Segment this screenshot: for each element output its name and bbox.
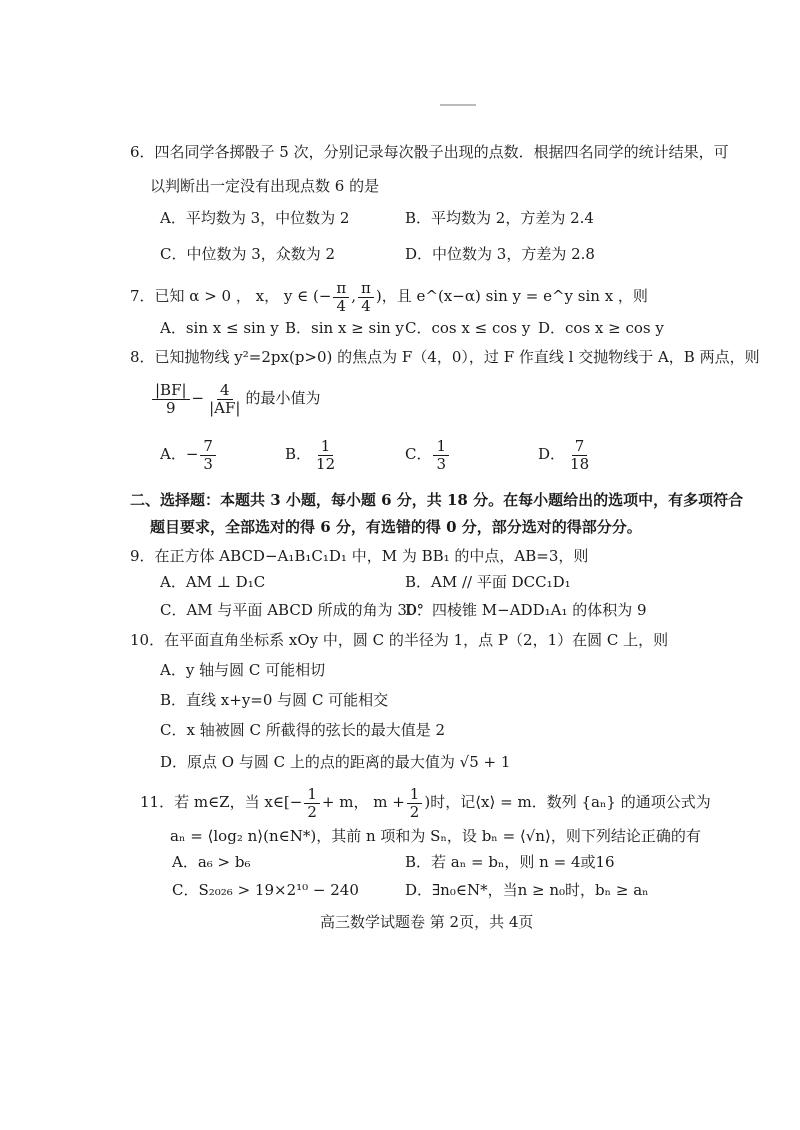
q11-option-d: D．∃n₀∈N*，当n ≥ n₀时，bₙ ≥ aₙ <box>405 881 649 899</box>
q10-option-c: C．x 轴被圆 C 所截得的弦长的最大值是 2 <box>160 721 446 739</box>
q8-option-c-frac <box>433 438 449 473</box>
q9-option-b: B．AM // 平面 DCC₁D₁ <box>405 573 571 591</box>
page-footer: 高三数学试题卷 第 2页，共 4页 <box>320 913 534 931</box>
q9-option-a: A．AM ⊥ D₁C <box>160 573 266 591</box>
q7-frac-left <box>333 280 349 315</box>
q8-frac-af <box>206 382 243 417</box>
q6-option-b: B．平均数为 2，方差为 2.4 <box>405 209 594 227</box>
q8-option-b-den: 12 <box>316 454 336 473</box>
q6-option-a: A．平均数为 3，中位数为 2 <box>160 209 350 227</box>
q7-stem-pre: 7．已知 α > 0 ， x， y ∈ (− <box>130 287 332 305</box>
q8-frac-bf <box>152 382 190 417</box>
q11-frac-left-num: 1 <box>304 786 320 804</box>
q7-option-b: B．sin x ≥ sin y <box>285 319 404 337</box>
q11-stem <box>140 784 711 821</box>
q11-option-a: A．a₆ > b₆ <box>172 853 251 871</box>
q7-frac-right <box>358 280 374 315</box>
q8-option-a-den: 3 <box>203 454 213 473</box>
q11-frac-left <box>304 786 320 821</box>
q7-option-d: D．cos x ≥ cos y <box>538 319 664 337</box>
q8-option-a-frac <box>200 438 216 473</box>
q11-stem-mid: + m， m + <box>321 793 405 811</box>
q7-comma: , <box>351 287 357 305</box>
q11-stem-post: )时，记⟨x⟩ = m．数列 {aₙ} 的通项公式为 <box>424 793 711 811</box>
q8-frac-bf-num: |BF| <box>152 382 190 400</box>
q7-stem-post: )，且 e^(x−α) sin y = e^y sin x ，则 <box>375 287 648 305</box>
q8-option-b-frac <box>313 438 338 473</box>
q7-frac-right-den: 4 <box>361 296 371 315</box>
q8-option-d <box>538 434 594 474</box>
q8-option-b-label: B． <box>285 445 312 463</box>
q8-tail: 的最小值为 <box>245 389 321 407</box>
q8-option-d-num: 7 <box>572 438 588 456</box>
scan-smudge <box>440 104 476 106</box>
q7-option-c: C．cos x ≤ cos y <box>405 319 531 337</box>
q8-minus: − <box>191 389 205 407</box>
q11-frac-right-num: 1 <box>407 786 423 804</box>
q10-option-d: D．原点 O 与圆 C 上的点的距离的最大值为 √5 + 1 <box>160 753 511 771</box>
q6-option-c: C．中位数为 3，众数为 2 <box>160 245 336 263</box>
q9-option-c: C．AM 与平面 ABCD 所成的角为 30° <box>160 601 424 619</box>
q8-option-d-frac <box>567 438 592 473</box>
section2-header-line2: 题目要求，全部选对的得 6 分，有选错的得 0 分，部分选对的得部分分。 <box>150 518 642 536</box>
q8-option-c-num: 1 <box>433 438 449 456</box>
q11-frac-right <box>407 786 423 821</box>
q8-option-b <box>285 434 340 474</box>
q8-frac-af-num: 4 <box>217 382 233 400</box>
q11-frac-right-den: 2 <box>409 802 420 821</box>
q8-stem: 8．已知抛物线 y²=2px(p>0) 的焦点为 F（4，0），过 F 作直线 l 交抛物线于 A，B 两点，则 <box>130 348 760 366</box>
q8-option-c <box>405 434 451 474</box>
q11-line2: aₙ = ⟨log₂ n⟩(n∈N*)，其前 n 项和为 Sₙ，设 bₙ = ⟨√n⟩，则下列结论正确的有 <box>170 827 701 845</box>
q7-stem <box>130 278 648 315</box>
q8-frac-bf-den: 9 <box>166 398 176 417</box>
q8-option-c-label: C． <box>405 445 432 463</box>
q7-frac-left-den: 4 <box>336 296 347 315</box>
q11-stem-pre: 11．若 m∈Z，当 x∈[− <box>140 793 303 811</box>
q6-option-d: D．中位数为 3，方差为 2.8 <box>405 245 595 263</box>
q7-frac-right-num: π <box>358 280 374 298</box>
q11-option-b: B．若 aₙ = bₙ，则 n = 4或16 <box>405 853 615 871</box>
q8-option-c-den: 3 <box>436 454 447 473</box>
q10-option-b: B．直线 x+y=0 与圆 C 可能相交 <box>160 691 389 709</box>
q9-option-d: D．四棱锥 M−ADD₁A₁ 的体积为 9 <box>405 601 647 619</box>
q8-frac-af-den: |AF| <box>209 398 241 417</box>
q6-stem-line2: 以判断出一定没有出现点数 6 的是 <box>150 177 380 195</box>
q8-option-d-label: D． <box>538 445 566 463</box>
q11-option-c: C．S₂₀₂₆ > 19×2¹⁰ − 240 <box>172 881 359 899</box>
q8-option-a-num: 7 <box>200 438 216 456</box>
q8-option-a-label: A． <box>160 445 186 463</box>
q8-expression <box>150 378 321 418</box>
q7-option-a: A．sin x ≤ sin y <box>160 319 279 337</box>
section2-header-line1: 二、选择题：本题共 3 小题，每小题 6 分，共 18 分。在每小题给出的选项中，有多项符合 <box>130 491 744 509</box>
q11-frac-left-den: 2 <box>307 802 317 821</box>
q9-stem: 9．在正方体 ABCD−A₁B₁C₁D₁ 中，M 为 BB₁ 的中点，AB=3，则 <box>130 547 589 565</box>
q7-frac-left-num: π <box>333 280 349 298</box>
q10-option-a: A．y 轴与圆 C 可能相切 <box>160 661 326 679</box>
q8-option-b-num: 1 <box>318 438 334 456</box>
q8-option-d-den: 18 <box>570 454 590 473</box>
q10-stem: 10．在平面直角坐标系 xOy 中，圆 C 的半径为 1，点 P（2，1）在圆 C 上，则 <box>130 631 669 649</box>
q6-stem-line1: 6．四名同学各掷骰子 5 次，分别记录每次骰子出现的点数．根据四名同学的统计结果，可 <box>130 143 729 161</box>
q8-option-a-sign: − <box>185 445 199 463</box>
q8-option-a <box>160 434 218 474</box>
